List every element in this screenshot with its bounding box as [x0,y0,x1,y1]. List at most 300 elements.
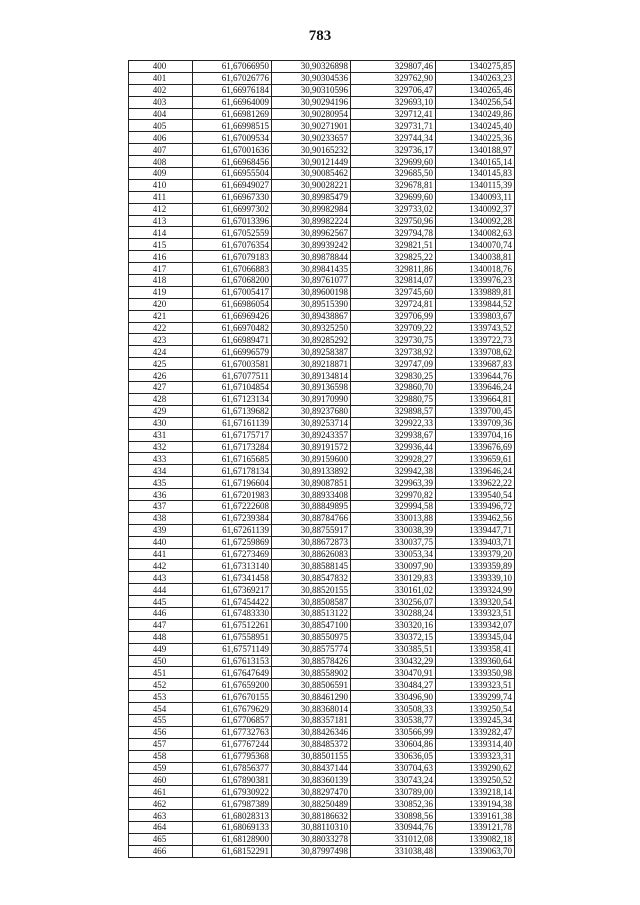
longitude-cell: 30,88672873 [272,536,351,548]
x-coordinate-cell: 330636,05 [351,750,436,762]
x-coordinate-cell: 329709,22 [351,322,436,334]
y-coordinate-cell: 1339700,45 [436,405,515,417]
y-coordinate-cell: 1339540,54 [436,489,515,501]
x-coordinate-cell: 330288,24 [351,607,436,619]
x-coordinate-cell: 330320,16 [351,619,436,631]
x-coordinate-cell: 329936,44 [351,441,436,453]
x-coordinate-cell: 329830,25 [351,370,436,382]
x-coordinate-cell: 329814,07 [351,275,436,287]
y-coordinate-cell: 1340249,86 [436,108,515,120]
table-row [129,584,515,596]
longitude-cell: 30,88297470 [272,786,351,798]
latitude-cell: 61,67261139 [193,524,272,536]
point-number-cell: 419 [129,286,193,298]
table-row [129,227,515,239]
latitude-cell: 61,67987389 [193,798,272,810]
y-coordinate-cell: 1340070,74 [436,239,515,251]
latitude-cell: 61,67175717 [193,429,272,441]
table-row [129,762,515,774]
latitude-cell: 61,67068200 [193,275,272,287]
y-coordinate-cell: 1340018,76 [436,263,515,275]
x-coordinate-cell: 329942,38 [351,465,436,477]
point-number-cell: 412 [129,203,193,215]
x-coordinate-cell: 330432,29 [351,655,436,667]
x-coordinate-cell: 330852,36 [351,798,436,810]
y-coordinate-cell: 1340093,11 [436,191,515,203]
point-number-cell: 443 [129,572,193,584]
table-row [129,179,515,191]
y-coordinate-cell: 1339290,62 [436,762,515,774]
table-row [129,417,515,429]
y-coordinate-cell: 1339063,70 [436,845,515,857]
point-number-cell: 411 [129,191,193,203]
y-coordinate-cell: 1339646,24 [436,465,515,477]
longitude-cell: 30,88368014 [272,703,351,715]
table-row [129,774,515,786]
point-number-cell: 413 [129,215,193,227]
latitude-cell: 61,67201983 [193,489,272,501]
longitude-cell: 30,88501155 [272,750,351,762]
x-coordinate-cell: 329963,39 [351,477,436,489]
longitude-cell: 30,90028221 [272,179,351,191]
point-number-cell: 455 [129,714,193,726]
point-number-cell: 421 [129,310,193,322]
table-row [129,72,515,84]
longitude-cell: 30,88547100 [272,619,351,631]
y-coordinate-cell: 1339708,62 [436,346,515,358]
longitude-cell: 30,87997498 [272,845,351,857]
latitude-cell: 61,67647649 [193,667,272,679]
table-row [129,191,515,203]
y-coordinate-cell: 1339282,47 [436,726,515,738]
table-row [129,489,515,501]
x-coordinate-cell: 329860,70 [351,382,436,394]
table-row [129,607,515,619]
latitude-cell: 61,67239384 [193,512,272,524]
point-number-cell: 422 [129,322,193,334]
latitude-cell: 61,68028313 [193,810,272,822]
latitude-cell: 61,66964009 [193,96,272,108]
y-coordinate-cell: 1339082,18 [436,833,515,845]
y-coordinate-cell: 1339323,51 [436,679,515,691]
x-coordinate-cell: 330604,86 [351,738,436,750]
x-coordinate-cell: 329880,75 [351,393,436,405]
point-number-cell: 416 [129,251,193,263]
latitude-cell: 61,66986054 [193,298,272,310]
x-coordinate-cell: 329807,46 [351,61,436,73]
longitude-cell: 30,89600198 [272,286,351,298]
longitude-cell: 30,88186632 [272,810,351,822]
point-number-cell: 409 [129,168,193,180]
table-row [129,596,515,608]
table-row [129,798,515,810]
point-number-cell: 414 [129,227,193,239]
y-coordinate-cell: 1339403,71 [436,536,515,548]
longitude-cell: 30,89218871 [272,358,351,370]
x-coordinate-cell: 329938,67 [351,429,436,441]
y-coordinate-cell: 1339218,14 [436,786,515,798]
point-number-cell: 407 [129,144,193,156]
point-number-cell: 417 [129,263,193,275]
latitude-cell: 61,67009534 [193,132,272,144]
longitude-cell: 30,89982224 [272,215,351,227]
point-number-cell: 462 [129,798,193,810]
table-row [129,346,515,358]
y-coordinate-cell: 1339320,54 [436,596,515,608]
longitude-cell: 30,88755917 [272,524,351,536]
x-coordinate-cell: 331038,48 [351,845,436,857]
latitude-cell: 61,67013396 [193,215,272,227]
y-coordinate-cell: 1339323,31 [436,750,515,762]
longitude-cell: 30,89841435 [272,263,351,275]
point-number-cell: 458 [129,750,193,762]
point-number-cell: 450 [129,655,193,667]
y-coordinate-cell: 1339447,71 [436,524,515,536]
x-coordinate-cell: 330743,24 [351,774,436,786]
y-coordinate-cell: 1339342,07 [436,619,515,631]
longitude-cell: 30,88575774 [272,643,351,655]
x-coordinate-cell: 329712,41 [351,108,436,120]
longitude-cell: 30,88550975 [272,631,351,643]
x-coordinate-cell: 329794,78 [351,227,436,239]
latitude-cell: 61,67341458 [193,572,272,584]
point-number-cell: 461 [129,786,193,798]
x-coordinate-cell: 330053,34 [351,548,436,560]
y-coordinate-cell: 1339360,64 [436,655,515,667]
table-row [129,429,515,441]
table-row [129,786,515,798]
latitude-cell: 61,67512261 [193,619,272,631]
y-coordinate-cell: 1339324,99 [436,584,515,596]
point-number-cell: 431 [129,429,193,441]
latitude-cell: 61,66949027 [193,179,272,191]
x-coordinate-cell: 329928,27 [351,453,436,465]
latitude-cell: 61,67369217 [193,584,272,596]
latitude-cell: 61,67052559 [193,227,272,239]
x-coordinate-cell: 329750,96 [351,215,436,227]
latitude-cell: 61,67454422 [193,596,272,608]
longitude-cell: 30,88588145 [272,560,351,572]
x-coordinate-cell: 329994,58 [351,500,436,512]
table-row [129,738,515,750]
table-row [129,631,515,643]
table-row [129,263,515,275]
x-coordinate-cell: 330097,90 [351,560,436,572]
latitude-cell: 61,67173284 [193,441,272,453]
latitude-cell: 61,67196604 [193,477,272,489]
table-row [129,298,515,310]
longitude-cell: 30,88933408 [272,489,351,501]
table-row [129,548,515,560]
y-coordinate-cell: 1339345,04 [436,631,515,643]
x-coordinate-cell: 329825,22 [351,251,436,263]
y-coordinate-cell: 1340188,97 [436,144,515,156]
latitude-cell: 61,67005417 [193,286,272,298]
point-number-cell: 402 [129,84,193,96]
longitude-cell: 30,88784766 [272,512,351,524]
coordinates-table [128,60,515,858]
point-number-cell: 454 [129,703,193,715]
longitude-cell: 30,89243357 [272,429,351,441]
x-coordinate-cell: 329747,09 [351,358,436,370]
longitude-cell: 30,90294196 [272,96,351,108]
y-coordinate-cell: 1339743,52 [436,322,515,334]
point-number-cell: 448 [129,631,193,643]
point-number-cell: 423 [129,334,193,346]
table-row [129,845,515,857]
point-number-cell: 466 [129,845,193,857]
longitude-cell: 30,90121449 [272,156,351,168]
point-number-cell: 428 [129,393,193,405]
table-row [129,619,515,631]
y-coordinate-cell: 1340092,28 [436,215,515,227]
y-coordinate-cell: 1339709,36 [436,417,515,429]
latitude-cell: 61,66996579 [193,346,272,358]
point-number-cell: 449 [129,643,193,655]
point-number-cell: 404 [129,108,193,120]
point-number-cell: 453 [129,691,193,703]
table-row [129,203,515,215]
x-coordinate-cell: 329736,17 [351,144,436,156]
latitude-cell: 61,67026776 [193,72,272,84]
longitude-cell: 30,89982984 [272,203,351,215]
latitude-cell: 61,67077511 [193,370,272,382]
table-row [129,156,515,168]
y-coordinate-cell: 1340165,14 [436,156,515,168]
y-coordinate-cell: 1340092,37 [436,203,515,215]
table-row [129,453,515,465]
table-row [129,96,515,108]
point-number-cell: 460 [129,774,193,786]
y-coordinate-cell: 1339496,72 [436,500,515,512]
longitude-cell: 30,88508587 [272,596,351,608]
longitude-cell: 30,88849895 [272,500,351,512]
y-coordinate-cell: 1339339,10 [436,572,515,584]
x-coordinate-cell: 330470,91 [351,667,436,679]
point-number-cell: 444 [129,584,193,596]
longitude-cell: 30,88360139 [272,774,351,786]
table-row [129,370,515,382]
point-number-cell: 401 [129,72,193,84]
longitude-cell: 30,89253714 [272,417,351,429]
x-coordinate-cell: 329678,81 [351,179,436,191]
longitude-cell: 30,89878844 [272,251,351,263]
latitude-cell: 61,67079183 [193,251,272,263]
latitude-cell: 61,67856377 [193,762,272,774]
table-row [129,714,515,726]
longitude-cell: 30,89087851 [272,477,351,489]
x-coordinate-cell: 329898,57 [351,405,436,417]
latitude-cell: 61,67795368 [193,750,272,762]
longitude-cell: 30,89133892 [272,465,351,477]
point-number-cell: 426 [129,370,193,382]
table-row [129,500,515,512]
longitude-cell: 30,90280954 [272,108,351,120]
point-number-cell: 452 [129,679,193,691]
point-number-cell: 446 [129,607,193,619]
y-coordinate-cell: 1339704,16 [436,429,515,441]
table-row [129,84,515,96]
latitude-cell: 61,67003581 [193,358,272,370]
latitude-cell: 61,68152291 [193,845,272,857]
point-number-cell: 464 [129,822,193,834]
table-row [129,655,515,667]
x-coordinate-cell: 329731,71 [351,120,436,132]
point-number-cell: 418 [129,275,193,287]
table-row [129,524,515,536]
y-coordinate-cell: 1339250,54 [436,703,515,715]
y-coordinate-cell: 1340225,36 [436,132,515,144]
point-number-cell: 410 [129,179,193,191]
y-coordinate-cell: 1340145,83 [436,168,515,180]
point-number-cell: 435 [129,477,193,489]
longitude-cell: 30,89237680 [272,405,351,417]
point-number-cell: 438 [129,512,193,524]
latitude-cell: 61,67659200 [193,679,272,691]
point-number-cell: 433 [129,453,193,465]
table-row [129,572,515,584]
latitude-cell: 61,67066883 [193,263,272,275]
table-row [129,334,515,346]
longitude-cell: 30,88520155 [272,584,351,596]
latitude-cell: 61,67165685 [193,453,272,465]
latitude-cell: 61,67670155 [193,691,272,703]
latitude-cell: 61,67571149 [193,643,272,655]
table-row [129,61,515,73]
longitude-cell: 30,89285292 [272,334,351,346]
longitude-cell: 30,89438867 [272,310,351,322]
x-coordinate-cell: 330538,77 [351,714,436,726]
longitude-cell: 30,89258387 [272,346,351,358]
latitude-cell: 61,67706857 [193,714,272,726]
x-coordinate-cell: 330789,00 [351,786,436,798]
longitude-cell: 30,90304536 [272,72,351,84]
table-row [129,703,515,715]
point-number-cell: 403 [129,96,193,108]
y-coordinate-cell: 1339664,81 [436,393,515,405]
longitude-cell: 30,89939242 [272,239,351,251]
longitude-cell: 30,88558902 [272,667,351,679]
latitude-cell: 61,67558951 [193,631,272,643]
y-coordinate-cell: 1339161,38 [436,810,515,822]
y-coordinate-cell: 1339889,81 [436,286,515,298]
latitude-cell: 61,67679629 [193,703,272,715]
latitude-cell: 61,66998515 [193,120,272,132]
longitude-cell: 30,88626083 [272,548,351,560]
x-coordinate-cell: 330038,39 [351,524,436,536]
latitude-cell: 61,68128900 [193,833,272,845]
point-number-cell: 434 [129,465,193,477]
table-row [129,358,515,370]
table-row [129,215,515,227]
point-number-cell: 427 [129,382,193,394]
y-coordinate-cell: 1339462,56 [436,512,515,524]
x-coordinate-cell: 330385,51 [351,643,436,655]
y-coordinate-cell: 1340263,23 [436,72,515,84]
longitude-cell: 30,89962567 [272,227,351,239]
y-coordinate-cell: 1339299,74 [436,691,515,703]
longitude-cell: 30,89985479 [272,191,351,203]
x-coordinate-cell: 329693,10 [351,96,436,108]
table-row [129,275,515,287]
longitude-cell: 30,89136598 [272,382,351,394]
longitude-cell: 30,89761077 [272,275,351,287]
x-coordinate-cell: 329811,86 [351,263,436,275]
table-row [129,691,515,703]
x-coordinate-cell: 329685,50 [351,168,436,180]
y-coordinate-cell: 1340245,40 [436,120,515,132]
point-number-cell: 463 [129,810,193,822]
longitude-cell: 30,90085462 [272,168,351,180]
table-row [129,643,515,655]
point-number-cell: 445 [129,596,193,608]
latitude-cell: 61,66976184 [193,84,272,96]
y-coordinate-cell: 1339676,69 [436,441,515,453]
y-coordinate-cell: 1339659,61 [436,453,515,465]
table-row [129,405,515,417]
x-coordinate-cell: 329733,02 [351,203,436,215]
longitude-cell: 30,88485372 [272,738,351,750]
x-coordinate-cell: 329970,82 [351,489,436,501]
longitude-cell: 30,88033278 [272,833,351,845]
point-number-cell: 424 [129,346,193,358]
x-coordinate-cell: 329730,75 [351,334,436,346]
page-number: 783 [308,28,332,44]
table-row [129,822,515,834]
y-coordinate-cell: 1339250,52 [436,774,515,786]
y-coordinate-cell: 1339245,34 [436,714,515,726]
longitude-cell: 30,90271901 [272,120,351,132]
longitude-cell: 30,88461290 [272,691,351,703]
point-number-cell: 405 [129,120,193,132]
y-coordinate-cell: 1339644,76 [436,370,515,382]
x-coordinate-cell: 329699,60 [351,156,436,168]
x-coordinate-cell: 329699,60 [351,191,436,203]
x-coordinate-cell: 330944,76 [351,822,436,834]
latitude-cell: 61,67313140 [193,560,272,572]
point-number-cell: 447 [129,619,193,631]
x-coordinate-cell: 330013,88 [351,512,436,524]
latitude-cell: 61,66981269 [193,108,272,120]
latitude-cell: 61,66989471 [193,334,272,346]
x-coordinate-cell: 330372,15 [351,631,436,643]
latitude-cell: 61,66968456 [193,156,272,168]
point-number-cell: 429 [129,405,193,417]
table-row [129,441,515,453]
table-row [129,382,515,394]
y-coordinate-cell: 1339722,73 [436,334,515,346]
table-row [129,108,515,120]
latitude-cell: 61,66955504 [193,168,272,180]
table-row [129,239,515,251]
point-number-cell: 432 [129,441,193,453]
x-coordinate-cell: 330484,27 [351,679,436,691]
y-coordinate-cell: 1339350,98 [436,667,515,679]
table-row [129,465,515,477]
x-coordinate-cell: 330566,99 [351,726,436,738]
x-coordinate-cell: 329821,51 [351,239,436,251]
longitude-cell: 30,88513122 [272,607,351,619]
longitude-cell: 30,90326898 [272,61,351,73]
longitude-cell: 30,89170990 [272,393,351,405]
latitude-cell: 61,68069133 [193,822,272,834]
y-coordinate-cell: 1339359,89 [436,560,515,572]
x-coordinate-cell: 330161,02 [351,584,436,596]
latitude-cell: 61,67732763 [193,726,272,738]
latitude-cell: 61,66997302 [193,203,272,215]
x-coordinate-cell: 329738,92 [351,346,436,358]
x-coordinate-cell: 331012,08 [351,833,436,845]
